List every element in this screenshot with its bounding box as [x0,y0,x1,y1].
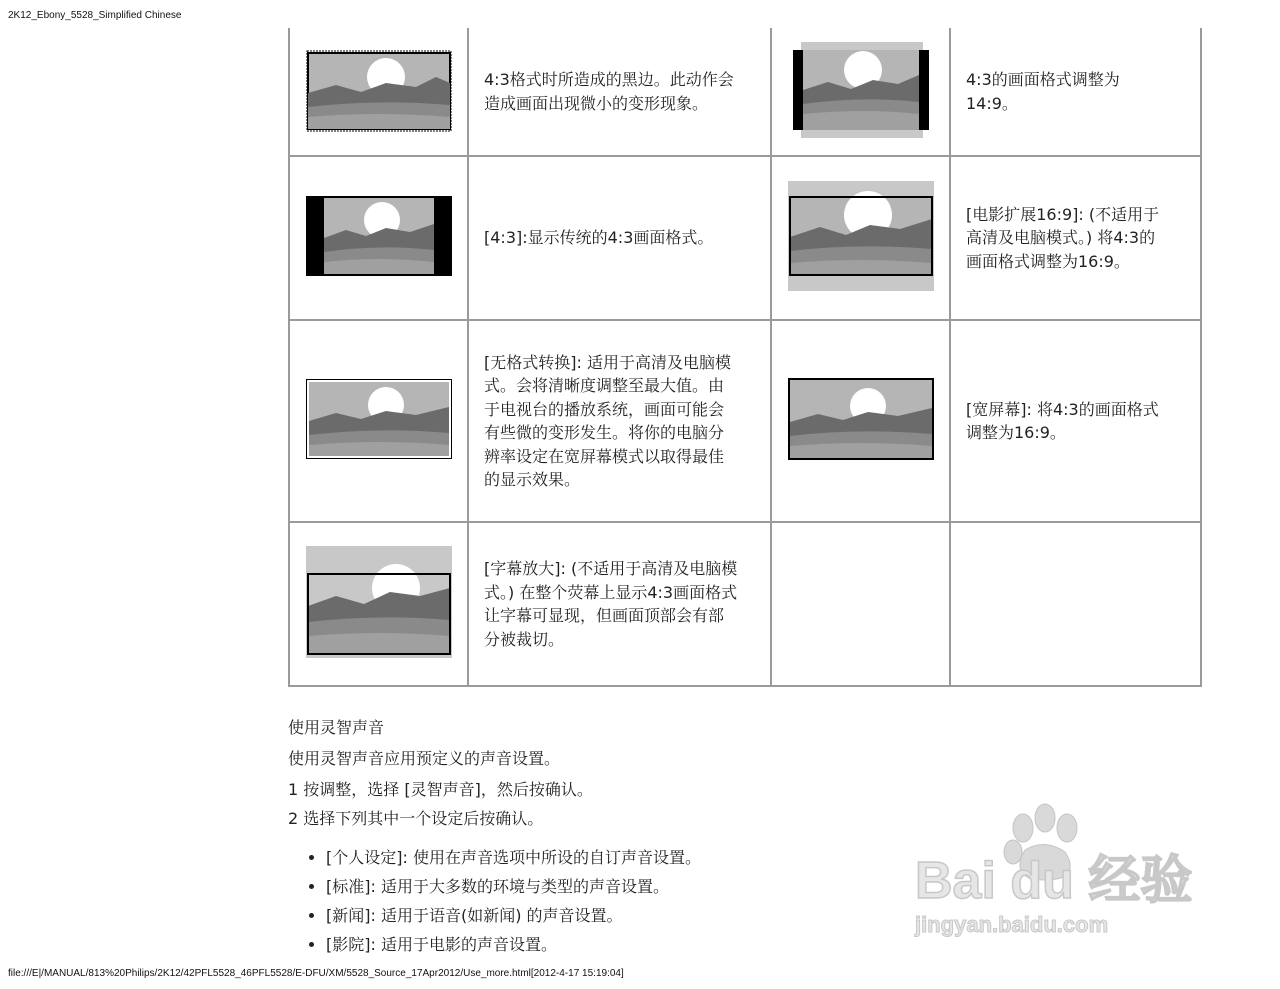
format-description-cell [950,320,1201,522]
format-description-text: [4:3]:显示传统的4:3画面格式。 [484,228,714,248]
format-description-cell [468,28,771,156]
format-description-cell [468,156,771,320]
format-description-text: [电影扩展16:9]: (不适用于高清及电脑模式。) 将4:3的画面格式调整为16:9。 [966,204,1160,271]
instruction-step-2: 2 选择下列其中一个设定后按确认。 [288,809,544,828]
baidu-jingyan-watermark [905,790,1205,950]
list-item: • [个人设定]: 使用在声音选项中所设的自订声音设置。 [326,843,701,872]
format-description-cell [950,156,1201,320]
picture-format-table [288,28,1202,687]
format-description-text: 4:3的画面格式调整为14:9。 [966,70,1120,113]
unscaled-format-icon [306,379,452,459]
table-row [289,522,1201,686]
document-header-label: 2K12_Ebony_5528_Simplified Chinese [8,10,182,21]
document-footer-path: file:///E|/MANUAL/813%20Philips/2K12/42PFL5528_46PFL5528/E-DFU/XM/5528_Source_17Apr2012/Use_more.html[2012-4-17 15:19:04] [8,968,624,979]
table-row [289,28,1201,156]
format-description-text: 4:3格式时所造成的黑边。此动作会造成画面出现微小的变形现象。 [484,70,734,113]
list-item: • [新闻]: 适用于语音(如新闻) 的声音设置。 [326,901,701,930]
auto-fill-format-icon [306,47,452,133]
watermark-brand-text: Bai du 经验 [915,852,1193,910]
format-description-text: [字幕放大]: (不适用于高清及电脑模式。) 在整个荧幕上显示4:3画面格式让字幕可显现，但画面顶部会有部分被裁切。 [484,559,738,649]
format-image-cell [771,156,950,320]
format-image-cell [289,522,468,686]
format-description-text: [无格式转换]: 适用于高清及电脑模式。会将清晰度调整至最大值。由于电视台的播放系统，画面可能会有些微的变形发生。将你的电脑分辨率设定在宽屏幕模式以取得最佳的显示效果。 [484,352,731,489]
format-image-cell [289,28,468,156]
sound-options-list [308,843,701,959]
format-description-text: [宽屏幕]: 将4:3的画面格式调整为16:9。 [966,399,1159,442]
format-description-cell [468,320,771,522]
format-description-cell [950,28,1201,156]
movie-expand-16-9-icon [788,181,934,291]
format-image-cell [771,28,950,156]
format-image-cell [289,320,468,522]
watermark-url-text: jingyan.baidu.com [915,912,1109,937]
instruction-step-1: 1 按调整，选择 [灵智声音]，然后按确认。 [288,780,593,799]
list-item: • [标准]: 适用于大多数的环境与类型的声音设置。 [326,872,701,901]
format-4-3-icon [306,196,452,276]
table-row [289,320,1201,522]
format-image-cell [289,156,468,320]
empty-cell [771,522,950,686]
section-intro: 使用灵智声音应用预定义的声音设置。 [288,749,561,768]
subtitle-zoom-format-icon [306,546,452,658]
table-row [289,156,1201,320]
format-image-cell [771,320,950,522]
format-description-cell [468,522,771,686]
movie-expand-14-9-icon [793,42,929,138]
list-item: • [影院]: 适用于电影的声音设置。 [326,930,701,959]
empty-cell [950,522,1201,686]
wide-screen-format-icon [788,378,934,460]
section-title: 使用灵智声音 [288,718,385,737]
